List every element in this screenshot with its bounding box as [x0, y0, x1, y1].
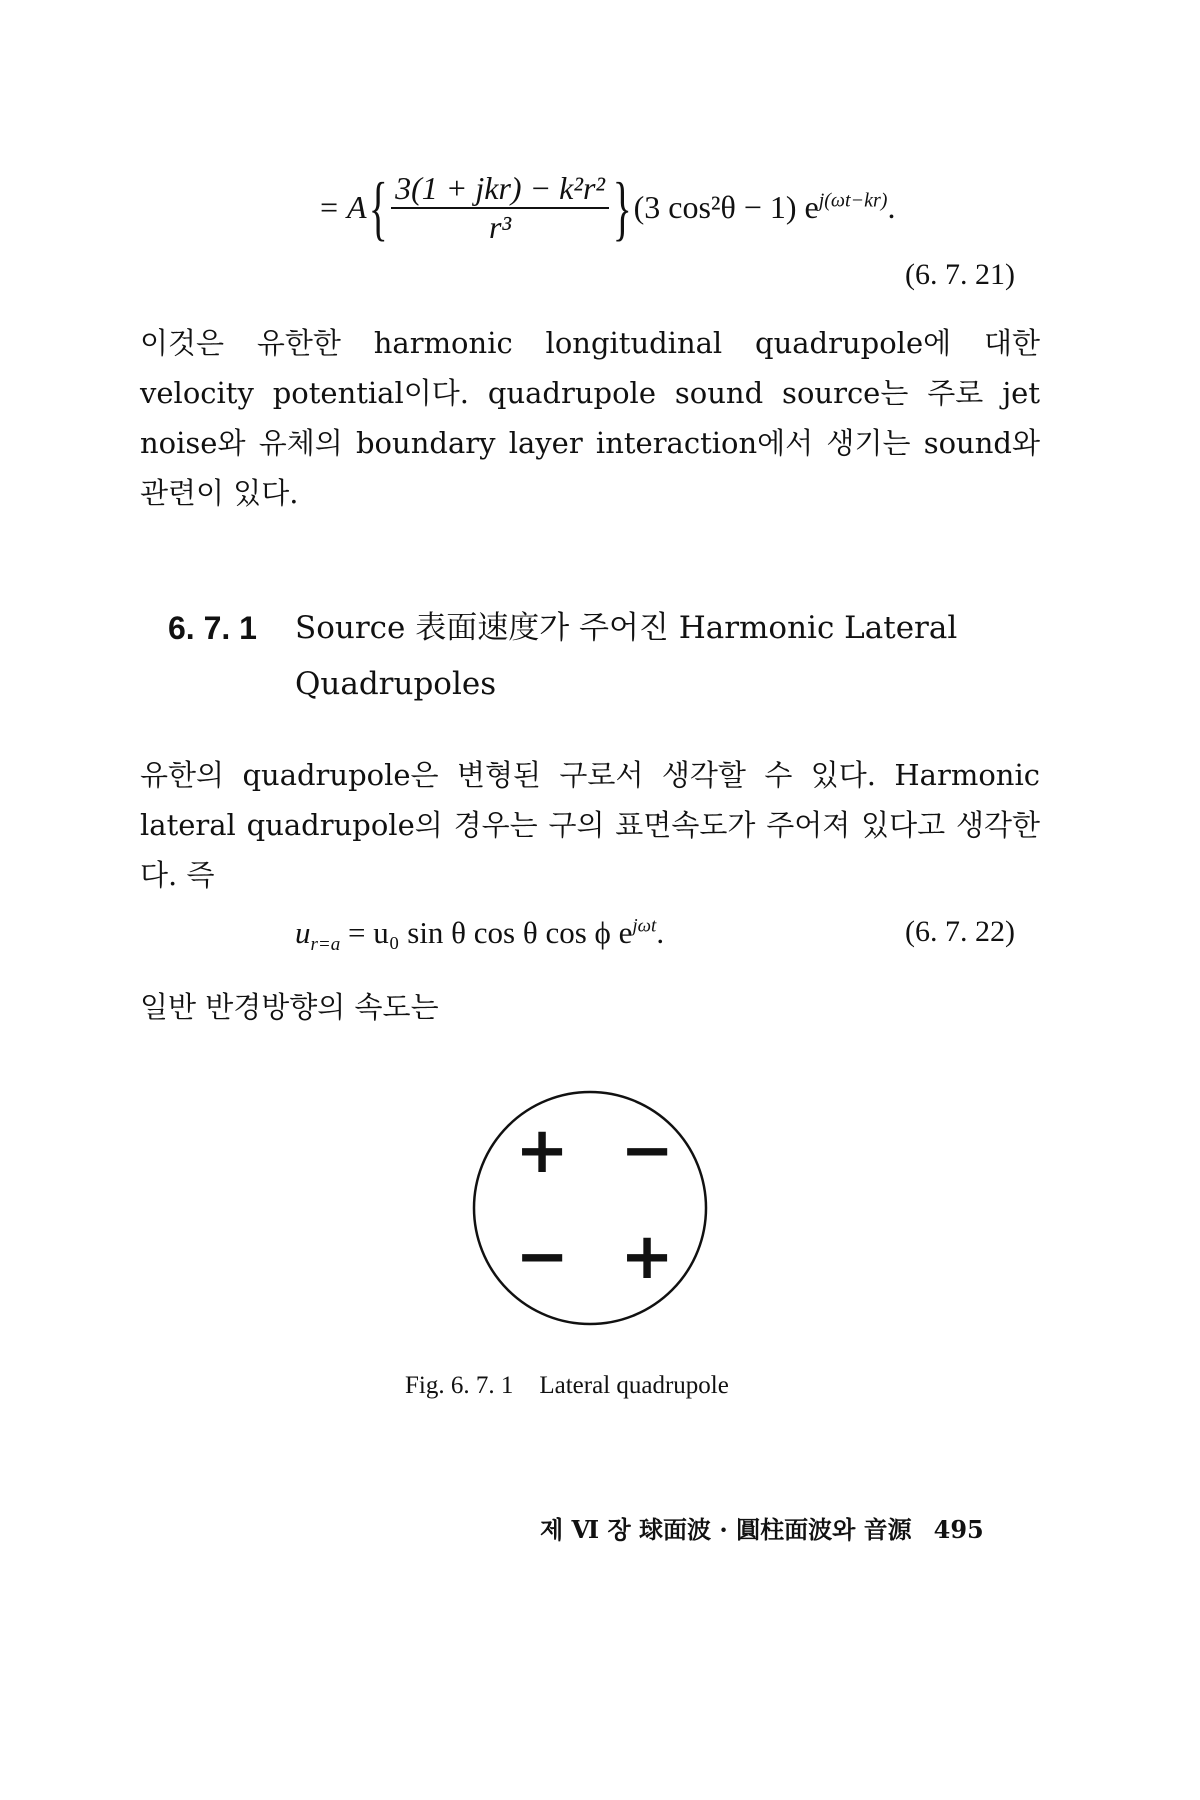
- lateral-quadrupole-figure: [470, 1088, 710, 1328]
- section-number: 6. 7. 1: [168, 610, 257, 646]
- equation-fraction: [391, 170, 609, 246]
- equation-6-7-22: [295, 915, 664, 956]
- equation-prefix: = A: [318, 189, 367, 226]
- equation-rhs: = u₀ sin θ cos θ cos ϕ e: [340, 915, 633, 950]
- section-title: Source 表面速度가 주어진 Harmonic Lateral Quadrupoles: [294, 610, 958, 702]
- section-heading: [168, 600, 995, 712]
- page-footer: [540, 1510, 984, 1545]
- fraction-numerator: 3(1 + jkr) − k²r²: [395, 170, 606, 206]
- right-brace: }: [612, 167, 632, 248]
- equation-tail-base: (3 cos²θ − 1) e: [633, 189, 819, 226]
- equation-6-7-21: [318, 167, 896, 248]
- equation-lhs-subscript: r=a: [310, 934, 341, 956]
- page-number: 495: [933, 1515, 984, 1544]
- left-brace: {: [368, 167, 388, 248]
- paragraph-lateral-quadrupole: 유한의 quadrupole은 변형된 구로서 생각할 수 있다. Harmonic lateral quadrupole의 경우는 구의 표면속도가 주어져 있다고 생각한다. 즉: [140, 758, 1040, 892]
- equation-rhs-end: .: [656, 915, 665, 950]
- equation-tail-end: .: [887, 189, 896, 226]
- equation-lhs: u: [295, 915, 311, 950]
- chapter-title: 제 Ⅵ 장 球面波 · 圓柱面波와 音源: [540, 1515, 912, 1544]
- figure-caption: [405, 1372, 729, 1400]
- equation-tail-exponent: j(ωt−kr): [818, 189, 888, 212]
- equation-tail: [634, 189, 896, 226]
- sign-bottom-left: −: [515, 1220, 569, 1294]
- paragraph-velocity-potential: 이것은 유한한 harmonic longitudinal quadrupole에 대한 velocity potential이다. quadrupole sound source는 주로 jet noise와 유체의 boundary layer interaction에서 생기는 sound와 관련이 있다.: [140, 326, 1040, 510]
- figure-caption-label: Fig. 6. 7. 1: [405, 1372, 514, 1399]
- sign-top-left: +: [515, 1114, 569, 1188]
- equation-number-6-7-21: (6. 7. 21): [905, 258, 1015, 291]
- equation-number-6-7-22: (6. 7. 22): [905, 915, 1015, 948]
- paragraph-radial-velocity: 일반 반경방향의 속도는: [140, 990, 439, 1024]
- sign-bottom-right: +: [620, 1220, 674, 1294]
- sign-top-right: −: [620, 1114, 674, 1188]
- figure-caption-text: Lateral quadrupole: [539, 1372, 729, 1399]
- equation-rhs-exponent: jωt: [632, 915, 657, 937]
- fraction-denominator: r³: [489, 208, 512, 245]
